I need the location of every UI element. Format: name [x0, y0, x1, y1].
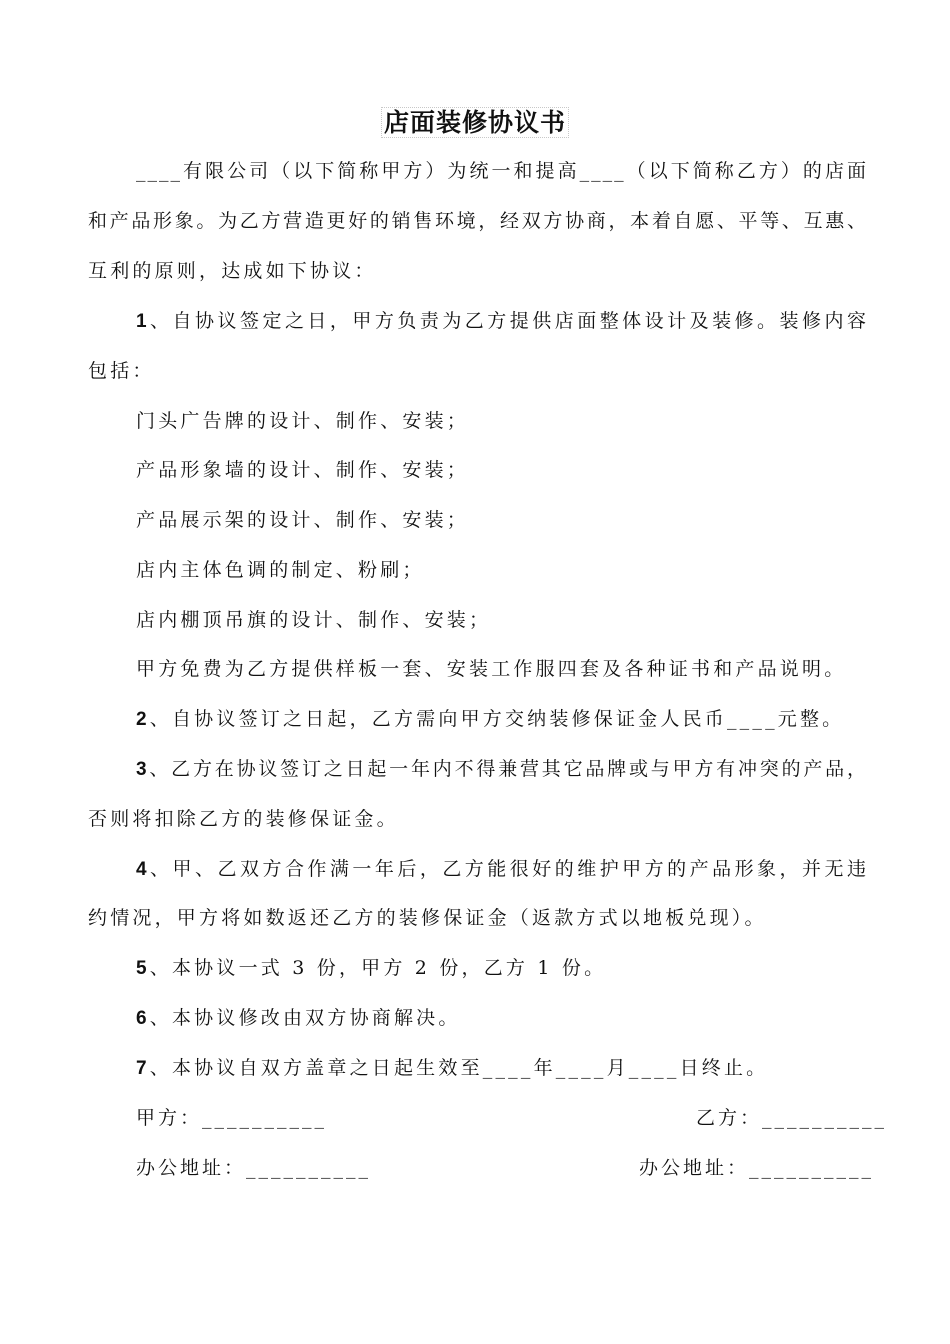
- clause-1-item: 甲方免费为乙方提供样板一套、安装工作服四套及各种证书和产品说明。: [136, 658, 847, 680]
- clause-6: 6、本协议修改由双方协商解决。: [136, 1007, 461, 1029]
- clause-2: 2、自协议签订之日起，乙方需向甲方交纳装修保证金人民币____元整。: [136, 708, 845, 730]
- clause-3-line-2: 否则将扣除乙方的装修保证金。: [88, 808, 399, 830]
- clause-7: 7、本协议自双方盖章之日起生效至____年____月____日终止。: [136, 1057, 769, 1079]
- clause-4-line-2: 约情况，甲方将如数返还乙方的装修保证金（返款方式以地板兑现）。: [88, 907, 767, 929]
- document-title: 店面装修协议书: [0, 103, 950, 139]
- party-b-address-line: 办公地址：__________: [639, 1157, 875, 1179]
- clause-6-number: 6: [136, 1008, 150, 1029]
- clause-5: 5、本协议一式 3 份，甲方 2 份，乙方 1 份。: [136, 957, 607, 979]
- clause-7-number: 7: [136, 1058, 150, 1079]
- clause-1-item: 产品展示架的设计、制作、安装；: [136, 509, 470, 531]
- clause-1-item: 店内主体色调的制定、粉刷；: [136, 559, 425, 581]
- clause-5-number: 5: [136, 958, 150, 979]
- clause-1-item: 门头广告牌的设计、制作、安装；: [136, 410, 470, 432]
- clause-4-number: 4: [136, 859, 149, 880]
- party-a-signature-line: 甲方：__________: [136, 1107, 328, 1129]
- clause-1-item: 产品形象墙的设计、制作、安装；: [136, 459, 470, 481]
- party-a-address-line: 办公地址：__________: [136, 1157, 372, 1179]
- intro-line-1: ____有限公司（以下简称甲方）为统一和提高____（以下简称乙方）的店面: [136, 160, 868, 182]
- clause-4-line-1: 4、甲、乙双方合作满一年后，乙方能很好的维护甲方的产品形象，并无违: [136, 858, 868, 880]
- clause-3-number: 3: [136, 759, 149, 780]
- intro-line-3: 互利的原则，达成如下协议：: [88, 260, 377, 282]
- clause-3-line-1: 3、乙方在协议签订之日起一年内不得兼营其它品牌或与甲方有冲突的产品，: [136, 758, 868, 780]
- clause-1-item: 店内棚顶吊旗的设计、制作、安装；: [136, 609, 492, 631]
- clause-1-line-2: 包括：: [88, 360, 155, 382]
- clause-1-line-1: 1、自协议签定之日，甲方负责为乙方提供店面整体设计及装修。装修内容: [136, 310, 868, 332]
- intro-line-2: 和产品形象。为乙方营造更好的销售环境，经双方协商，本着自愿、平等、互惠、: [88, 210, 868, 232]
- clause-1-number: 1: [136, 311, 149, 332]
- clause-2-number: 2: [136, 709, 150, 730]
- party-b-signature-line: 乙方：__________: [696, 1107, 888, 1129]
